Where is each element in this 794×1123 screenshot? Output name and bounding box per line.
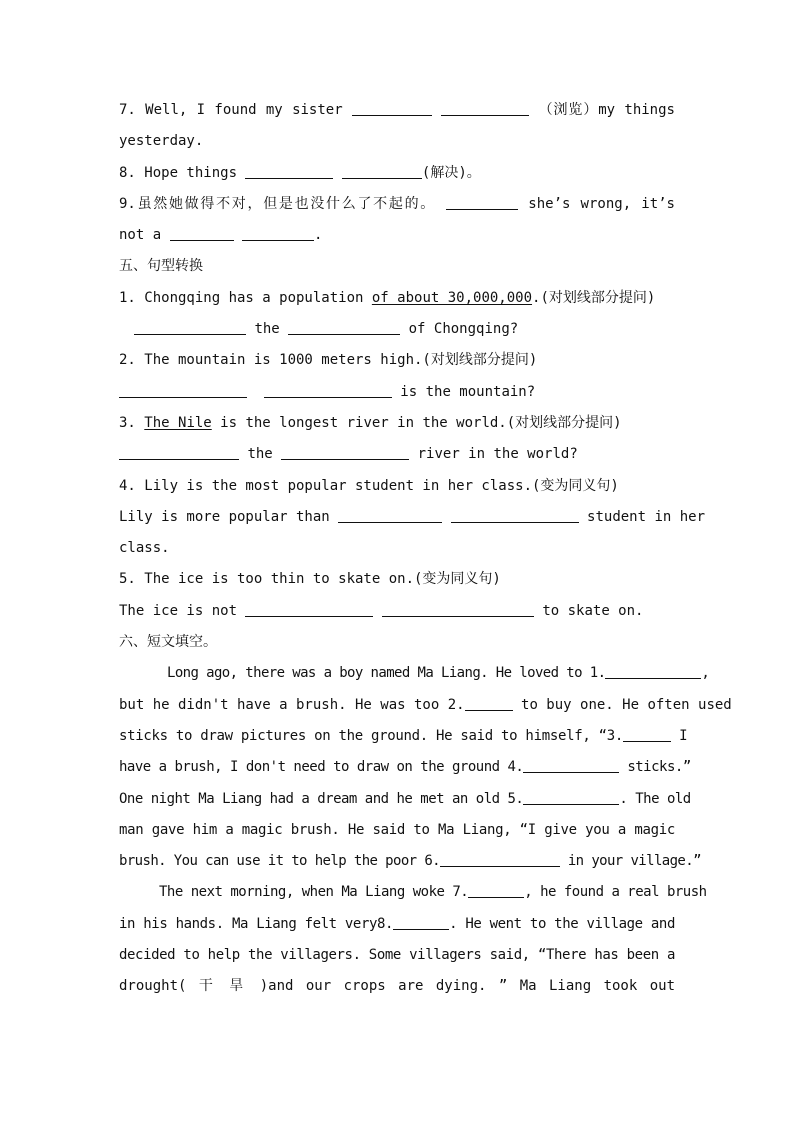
answer-blank[interactable] xyxy=(451,522,579,523)
passage-line-5: One night Ma Liang had a dream and he met an old 5. . The old xyxy=(119,790,691,807)
answer-blank[interactable] xyxy=(245,178,333,179)
answer-blank[interactable] xyxy=(134,334,246,335)
answer-blank[interactable] xyxy=(468,897,524,898)
passage-line-1: Long ago, there was a boy named Ma Liang. He loved to 1. , xyxy=(167,665,710,682)
answer-blank[interactable] xyxy=(245,616,373,617)
answer-blank[interactable] xyxy=(393,929,449,930)
question-9-text: 9.虽然她做得不对，但是也没什么了不起的。 xyxy=(119,195,436,212)
question-9-text-2: not a xyxy=(119,227,162,244)
answer-blank[interactable] xyxy=(288,334,400,335)
question-7-line-2 xyxy=(119,126,675,157)
passage-line-8: The next morning, when Ma Liang woke 7. , he found a real brush xyxy=(159,884,707,901)
s5-item-3-line-1: 3. The Nile is the longest river in the world.(对划线部分提问) xyxy=(119,414,622,431)
s5-item-5-line-1: 5. The ice is too thin to skate on.(变为同义句) xyxy=(119,571,501,588)
question-7-continuation: yesterday. xyxy=(119,133,204,150)
section-6-heading: 六、短文填空。 xyxy=(119,634,217,651)
answer-blank[interactable] xyxy=(338,522,442,523)
answer-blank[interactable] xyxy=(446,209,518,210)
s5-item-5-line-2: The ice is not to skate on. xyxy=(119,602,644,619)
passage-line-9: in his hands. Ma Liang felt very8. . He went to the village and xyxy=(119,915,675,932)
answer-blank[interactable] xyxy=(465,710,513,711)
answer-blank[interactable] xyxy=(623,741,671,742)
answer-blank[interactable] xyxy=(281,459,409,460)
question-8-text: 8. Hope things xyxy=(119,164,238,181)
s5-item-3-line-2: the river in the world? xyxy=(119,439,675,470)
passage-line-3: sticks to draw pictures on the ground. He said to himself, “3. I xyxy=(119,727,688,744)
answer-blank[interactable] xyxy=(605,678,701,679)
question-9-continuation: she’s wrong, it’s xyxy=(528,195,675,212)
passage-line-11: drought( 干 旱 )and our crops are dying. ” Ma Liang took out xyxy=(119,978,675,995)
question-8-hint: (解决)。 xyxy=(421,164,481,181)
s5-item-1-line-1: 1. Chongqing has a population of about 30,000,000.(对划线部分提问) xyxy=(119,289,656,306)
underlined-phrase: The Nile xyxy=(144,414,212,431)
question-8-line xyxy=(119,158,675,189)
answer-blank[interactable] xyxy=(382,616,534,617)
s5-item-1-line-2: the of Chongqing? xyxy=(119,314,675,345)
s5-item-4-line-1: 4. Lily is the most popular student in her class.(变为同义句) xyxy=(119,477,619,494)
answer-blank[interactable] xyxy=(523,804,619,805)
answer-blank[interactable] xyxy=(170,240,234,241)
passage-line-2: but he didn't have a brush. He was too 2. to buy one. He often used xyxy=(119,696,732,713)
answer-blank[interactable] xyxy=(242,240,314,241)
question-7-line-1 xyxy=(119,95,675,126)
answer-blank[interactable] xyxy=(440,866,560,867)
worksheet-page xyxy=(119,95,732,1003)
underlined-phrase: of about 30,000,000 xyxy=(371,289,533,306)
question-7-hint: （浏览）my things xyxy=(538,102,675,118)
answer-blank[interactable] xyxy=(119,397,247,398)
s5-item-2-line-2: is the mountain? xyxy=(119,377,675,408)
section-5-heading: 五、句型转换 xyxy=(119,258,203,275)
passage-line-7: brush. You can use it to help the poor 6. in your village.” xyxy=(119,853,701,870)
answer-blank[interactable] xyxy=(264,397,392,398)
s5-item-4-line-3: class. xyxy=(119,540,170,557)
question-9-line-2: not a . xyxy=(119,227,323,244)
question-9-line-1 xyxy=(119,189,675,220)
passage-line-6: man gave him a magic brush. He said to Ma Liang, “I give you a magic xyxy=(119,821,675,838)
passage-line-10: decided to help the villagers. Some villagers said, “There has been a xyxy=(119,947,675,964)
answer-blank[interactable] xyxy=(523,772,619,773)
question-7-text: 7. Well, I found my sister xyxy=(119,102,343,118)
s5-item-2-line-1: 2. The mountain is 1000 meters high.(对划线部分提问) xyxy=(119,352,538,369)
answer-blank[interactable] xyxy=(352,115,432,116)
answer-blank[interactable] xyxy=(441,115,529,116)
passage-line-4: have a brush, I don't need to draw on the ground 4. sticks.” xyxy=(119,759,691,776)
s5-item-4-line-2: Lily is more popular than student in her xyxy=(119,508,706,525)
answer-blank[interactable] xyxy=(342,178,422,179)
answer-blank[interactable] xyxy=(119,459,239,460)
